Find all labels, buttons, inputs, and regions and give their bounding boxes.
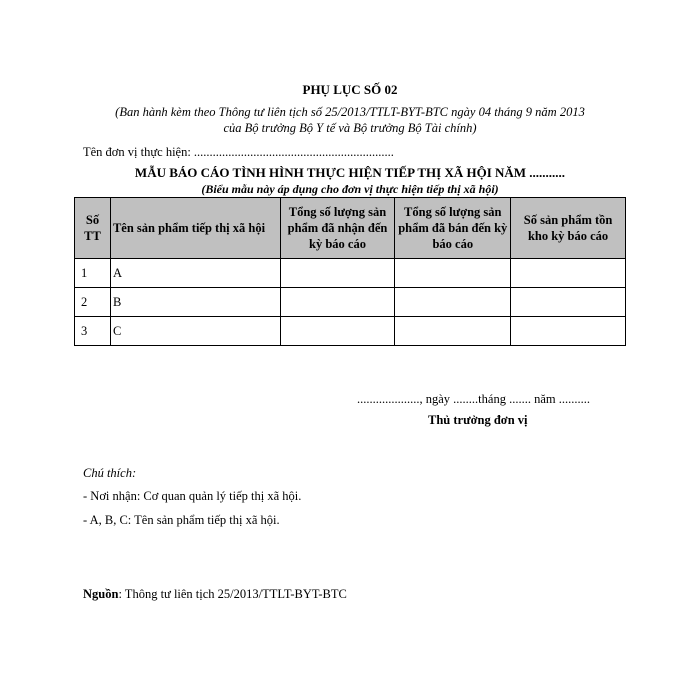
- cell-stt: 2: [75, 288, 111, 317]
- subtitle-line-1: (Ban hành kèm theo Thông tư liên tịch số 25/2013/TTLT-BYT-BTC ngày 04 tháng 9 năm 2013: [115, 105, 585, 119]
- cell-received: [280, 317, 395, 346]
- cell-received: [280, 288, 395, 317]
- table-header-row: [75, 198, 626, 259]
- cell-stock: [511, 317, 626, 346]
- cell-stt: 3: [75, 317, 111, 346]
- note-item: - A, B, C: Tên sản phẩm tiếp thị xã hội.: [83, 513, 280, 527]
- unit-name-line: Tên đơn vị thực hiện: ................................................................: [83, 145, 394, 159]
- table-row: [75, 288, 626, 317]
- table-row: [75, 259, 626, 288]
- appendix-title: PHỤ LỤC SỐ 02: [302, 82, 398, 97]
- cell-stock: [511, 288, 626, 317]
- cell-sold: [395, 259, 511, 288]
- source-text: : Thông tư liên tịch 25/2013/TTLT-BYT-BTC: [118, 587, 347, 601]
- note-item: - Nơi nhận: Cơ quan quản lý tiếp thị xã hội.: [83, 489, 302, 503]
- signature-date-line: ...................., ngày ........tháng ....... năm ..........: [357, 392, 590, 406]
- header-stock: Số sản phẩm tồn kho kỳ báo cáo: [511, 198, 626, 259]
- header-received: Tổng số lượng sản phẩm đã nhận đến kỳ báo cáo: [280, 198, 395, 259]
- report-subtitle: (Biểu mẫu này áp dụng cho đơn vị thực hiện tiếp thị xã hội): [201, 182, 499, 196]
- cell-received: [280, 259, 395, 288]
- appendix-subtitle: [60, 104, 640, 136]
- signer-title: Thủ trưởng đơn vị: [428, 413, 528, 427]
- cell-sold: [395, 288, 511, 317]
- header-product-name: Tên sản phẩm tiếp thị xã hội: [110, 198, 280, 259]
- subtitle-line-2: của Bộ trưởng Bộ Y tế và Bộ trưởng Bộ Tài chính): [223, 121, 477, 135]
- cell-product-name: C: [110, 317, 280, 346]
- cell-stock: [511, 259, 626, 288]
- header-stt: Số TT: [75, 198, 111, 259]
- cell-stt: 1: [75, 259, 111, 288]
- report-title: MẪU BÁO CÁO TÌNH HÌNH THỰC HIỆN TIẾP THỊ XÃ HỘI NĂM ...........: [134, 165, 566, 180]
- source-line: [83, 587, 347, 602]
- source-label: Nguồn: [83, 587, 119, 601]
- cell-product-name: A: [110, 259, 280, 288]
- report-table: [74, 197, 626, 346]
- header-sold: Tổng số lượng sản phẩm đã bán đến kỳ báo cáo: [395, 198, 511, 259]
- cell-sold: [395, 317, 511, 346]
- cell-product-name: B: [110, 288, 280, 317]
- table-row: [75, 317, 626, 346]
- notes-title: Chú thích:: [83, 466, 137, 480]
